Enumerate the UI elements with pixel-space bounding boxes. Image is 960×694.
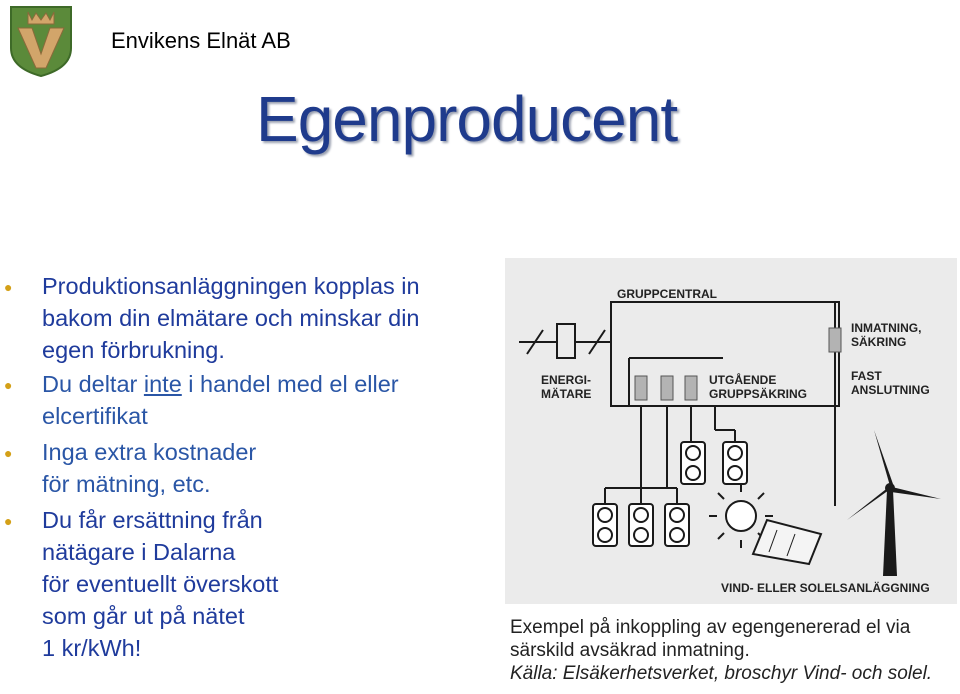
bullet-line: Inga extra kostnader xyxy=(42,439,257,465)
bullet-item xyxy=(0,270,490,366)
bullet-item xyxy=(0,504,490,664)
bullet-dot-icon: ● xyxy=(4,377,13,393)
label-energi: ENERGI- xyxy=(541,373,592,387)
label-matare: MÄTARE xyxy=(541,387,592,401)
fuse-icon xyxy=(829,328,841,352)
bullet-dot-icon: ● xyxy=(4,279,13,295)
label-vind-solel: VIND- ELLER SOLELSANLÄGGNING xyxy=(721,581,930,595)
label-gruppcentral: GRUPPCENTRAL xyxy=(617,287,718,301)
bullet-line: för eventuellt överskott xyxy=(42,571,279,597)
bullet-line: Produktionsanläggningen kopplas in xyxy=(42,273,420,299)
company-logo-icon xyxy=(8,4,74,78)
fuse-icon xyxy=(635,376,647,400)
bullet-line: 1 kr/kWh! xyxy=(42,635,142,661)
bullet-text-pre: Du deltar xyxy=(42,371,144,397)
wind-turbine-icon xyxy=(847,430,941,576)
bullet-text-post: i handel med el eller xyxy=(181,371,399,397)
bullet-line: för mätning, etc. xyxy=(42,471,211,497)
caption-line: särskild avsäkrad inmatning. xyxy=(510,640,750,661)
bullet-line: bakom din elmätare och minskar din xyxy=(42,305,420,331)
bullet-item xyxy=(0,368,490,432)
bullet-dot-icon: ● xyxy=(4,513,13,529)
energy-meter-icon xyxy=(557,324,575,358)
caption-source: Källa: Elsäkerhetsverket, broschyr Vind- och solel. xyxy=(510,663,933,684)
bullet-line: nätägare i Dalarna xyxy=(42,539,236,565)
company-name: Envikens Elnät AB xyxy=(111,28,291,53)
bullet-line: Du får ersättning från xyxy=(42,507,263,533)
bullet-text-underlined: inte xyxy=(143,371,182,397)
bullet-item xyxy=(0,436,490,500)
bullet-line: elcertifikat xyxy=(42,403,148,429)
caption-line: Exempel på inkoppling av egengenererad el via xyxy=(510,617,911,638)
page-title: Egenproducent xyxy=(256,83,678,155)
wiring-diagram xyxy=(505,258,957,604)
label-utgaende: UTGÅENDE xyxy=(709,373,777,387)
label-anslutning: ANSLUTNING xyxy=(851,383,930,397)
diagram-caption xyxy=(510,616,955,685)
bullet-line: egen förbrukning. xyxy=(42,337,225,363)
fuse-icon xyxy=(685,376,697,400)
bullet-dot-icon: ● xyxy=(4,445,13,461)
bullet-line: som går ut på nätet xyxy=(42,603,245,629)
label-fast: FAST xyxy=(851,369,882,383)
label-sakring: SÄKRING xyxy=(851,335,907,349)
fuse-icon xyxy=(661,376,673,400)
label-gruppsakring: GRUPPSÄKRING xyxy=(709,387,808,401)
bullet-list xyxy=(0,270,490,664)
solar-panel-icon xyxy=(753,520,821,564)
label-inmatning: INMATNING, xyxy=(851,321,922,335)
